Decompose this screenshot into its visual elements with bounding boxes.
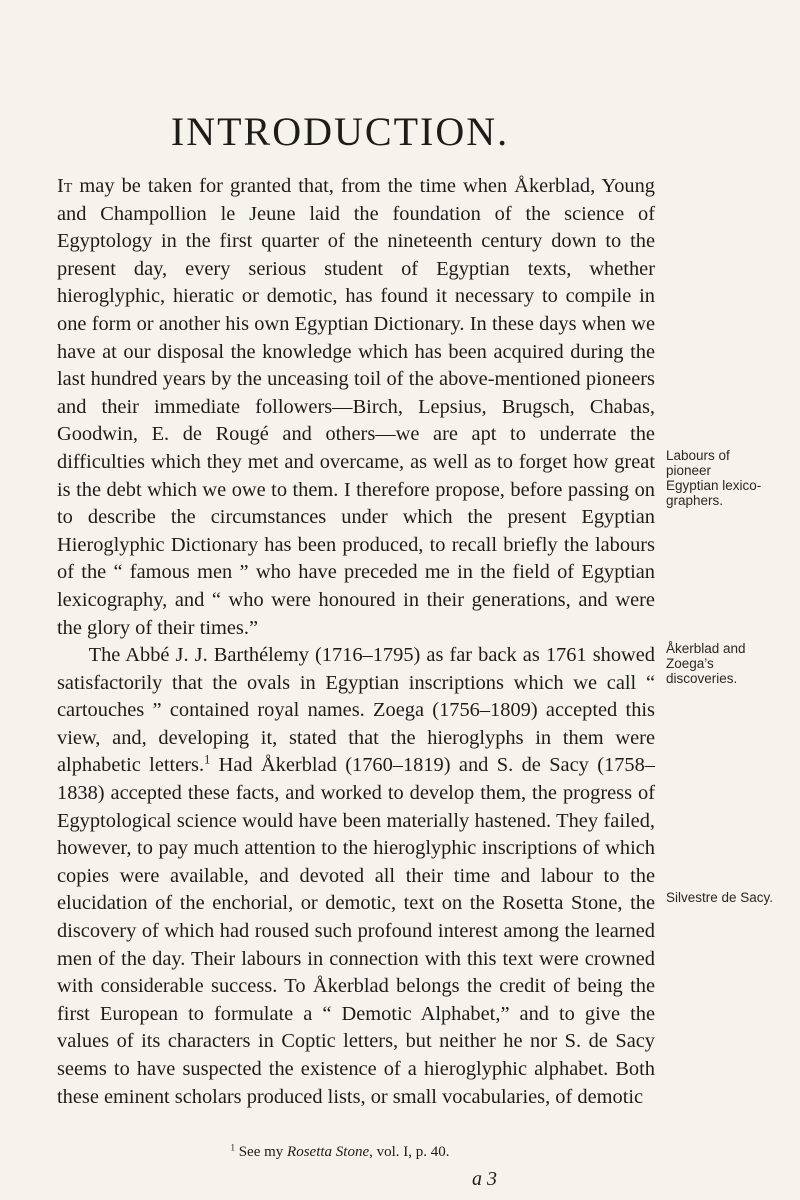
footnote-reference: 1 bbox=[204, 753, 211, 768]
footnote-suffix: , vol. I, p. 40. bbox=[369, 1144, 450, 1160]
margin-note-pioneers: Labours of pioneer Egyptian lexico-graphers. bbox=[666, 448, 762, 508]
paragraph-2 bbox=[57, 642, 655, 1111]
footnote bbox=[0, 1144, 680, 1161]
footnote-marker: 1 bbox=[230, 1142, 235, 1153]
paragraph-1 bbox=[57, 173, 655, 642]
footnote-prefix: See my bbox=[234, 1144, 288, 1160]
paragraph-2-text-b: Had Åkerblad (1760–1819) and S. de Sacy (1758–1838) accepted these facts, and worked to develop them, the progress of Egyptological science would have been materially hastened. They failed, however, to pay much attention to the hieroglyphic inscriptions of which copies were available, and devoted all their time and labour to the elucidation of the enchorial, or demotic, text on the Rosetta Stone, the discovery of which had roused such profound interest among the learned men of the day. Their labours in connection with this text were crowned with considerable success. To Åkerblad belongs the credit of being the first European to formulate a “ Demotic Alphabet,” and to give the values of its characters in Coptic letters, but neither he nor S. de Sacy seems to have suspected the existence of a hieroglyphic alphabet. Both these eminent scholars produced lists, or small vocabularies, of demotic bbox=[57, 754, 655, 1108]
paragraph-1-text: may be taken for granted that, from the time when Åkerblad, Young and Champollion le Jeune laid the foundation of the science of Egyptology in the first quarter of the nineteenth century down to the present day, every serious student of Egyptian texts, whether hieroglyphic, hieratic or demotic, has found it necessary to compile in one form or another his own Egyptian Dictionary. In these days when we have at our disposal the knowledge which has been acquired during the last hundred years by the unceasing toil of the above-mentioned pioneers and their immediate followers—Birch, Lepsius, Brugsch, Chabas, Goodwin, E. de Rougé and others—we are apt to underrate the difficulties which they met and overcame, as well as to forget how great is the debt which we owe to them. I therefore propose, before passing on to describe the circumstances under which the present Egyptian Hieroglyphic Dictionary has been produced, to recall briefly the labours of the “ famous men ” who have preceded me in the field of Egyptian lexicography, and “ who were honoured in their generations, and were the glory of their times.” bbox=[57, 175, 655, 639]
paragraph-2-text-a: The Abbé J. J. Barthélemy (1716–1795) as far back as 1761 showed satisfactorily that the ovals in Egyptian inscriptions which we call “ cartouches ” contained royal names. Zoega (1756–1809) accepted this view, and, developing it, stated that the hieroglyphs in them were alphabetic letters. bbox=[57, 644, 655, 777]
margin-note-silvestre-de-sacy: Silvestre de Sacy. bbox=[666, 890, 774, 905]
page-title: INTRODUCTION. bbox=[170, 109, 510, 154]
margin-note-akerblad-zoega: Åkerblad and Zoega’s discoveries. bbox=[666, 641, 746, 686]
paragraph-1-lead: It bbox=[57, 175, 73, 197]
body-text bbox=[57, 173, 655, 1111]
signature-mark: a 3 bbox=[472, 1168, 497, 1190]
footnote-work-title: Rosetta Stone bbox=[287, 1144, 370, 1160]
